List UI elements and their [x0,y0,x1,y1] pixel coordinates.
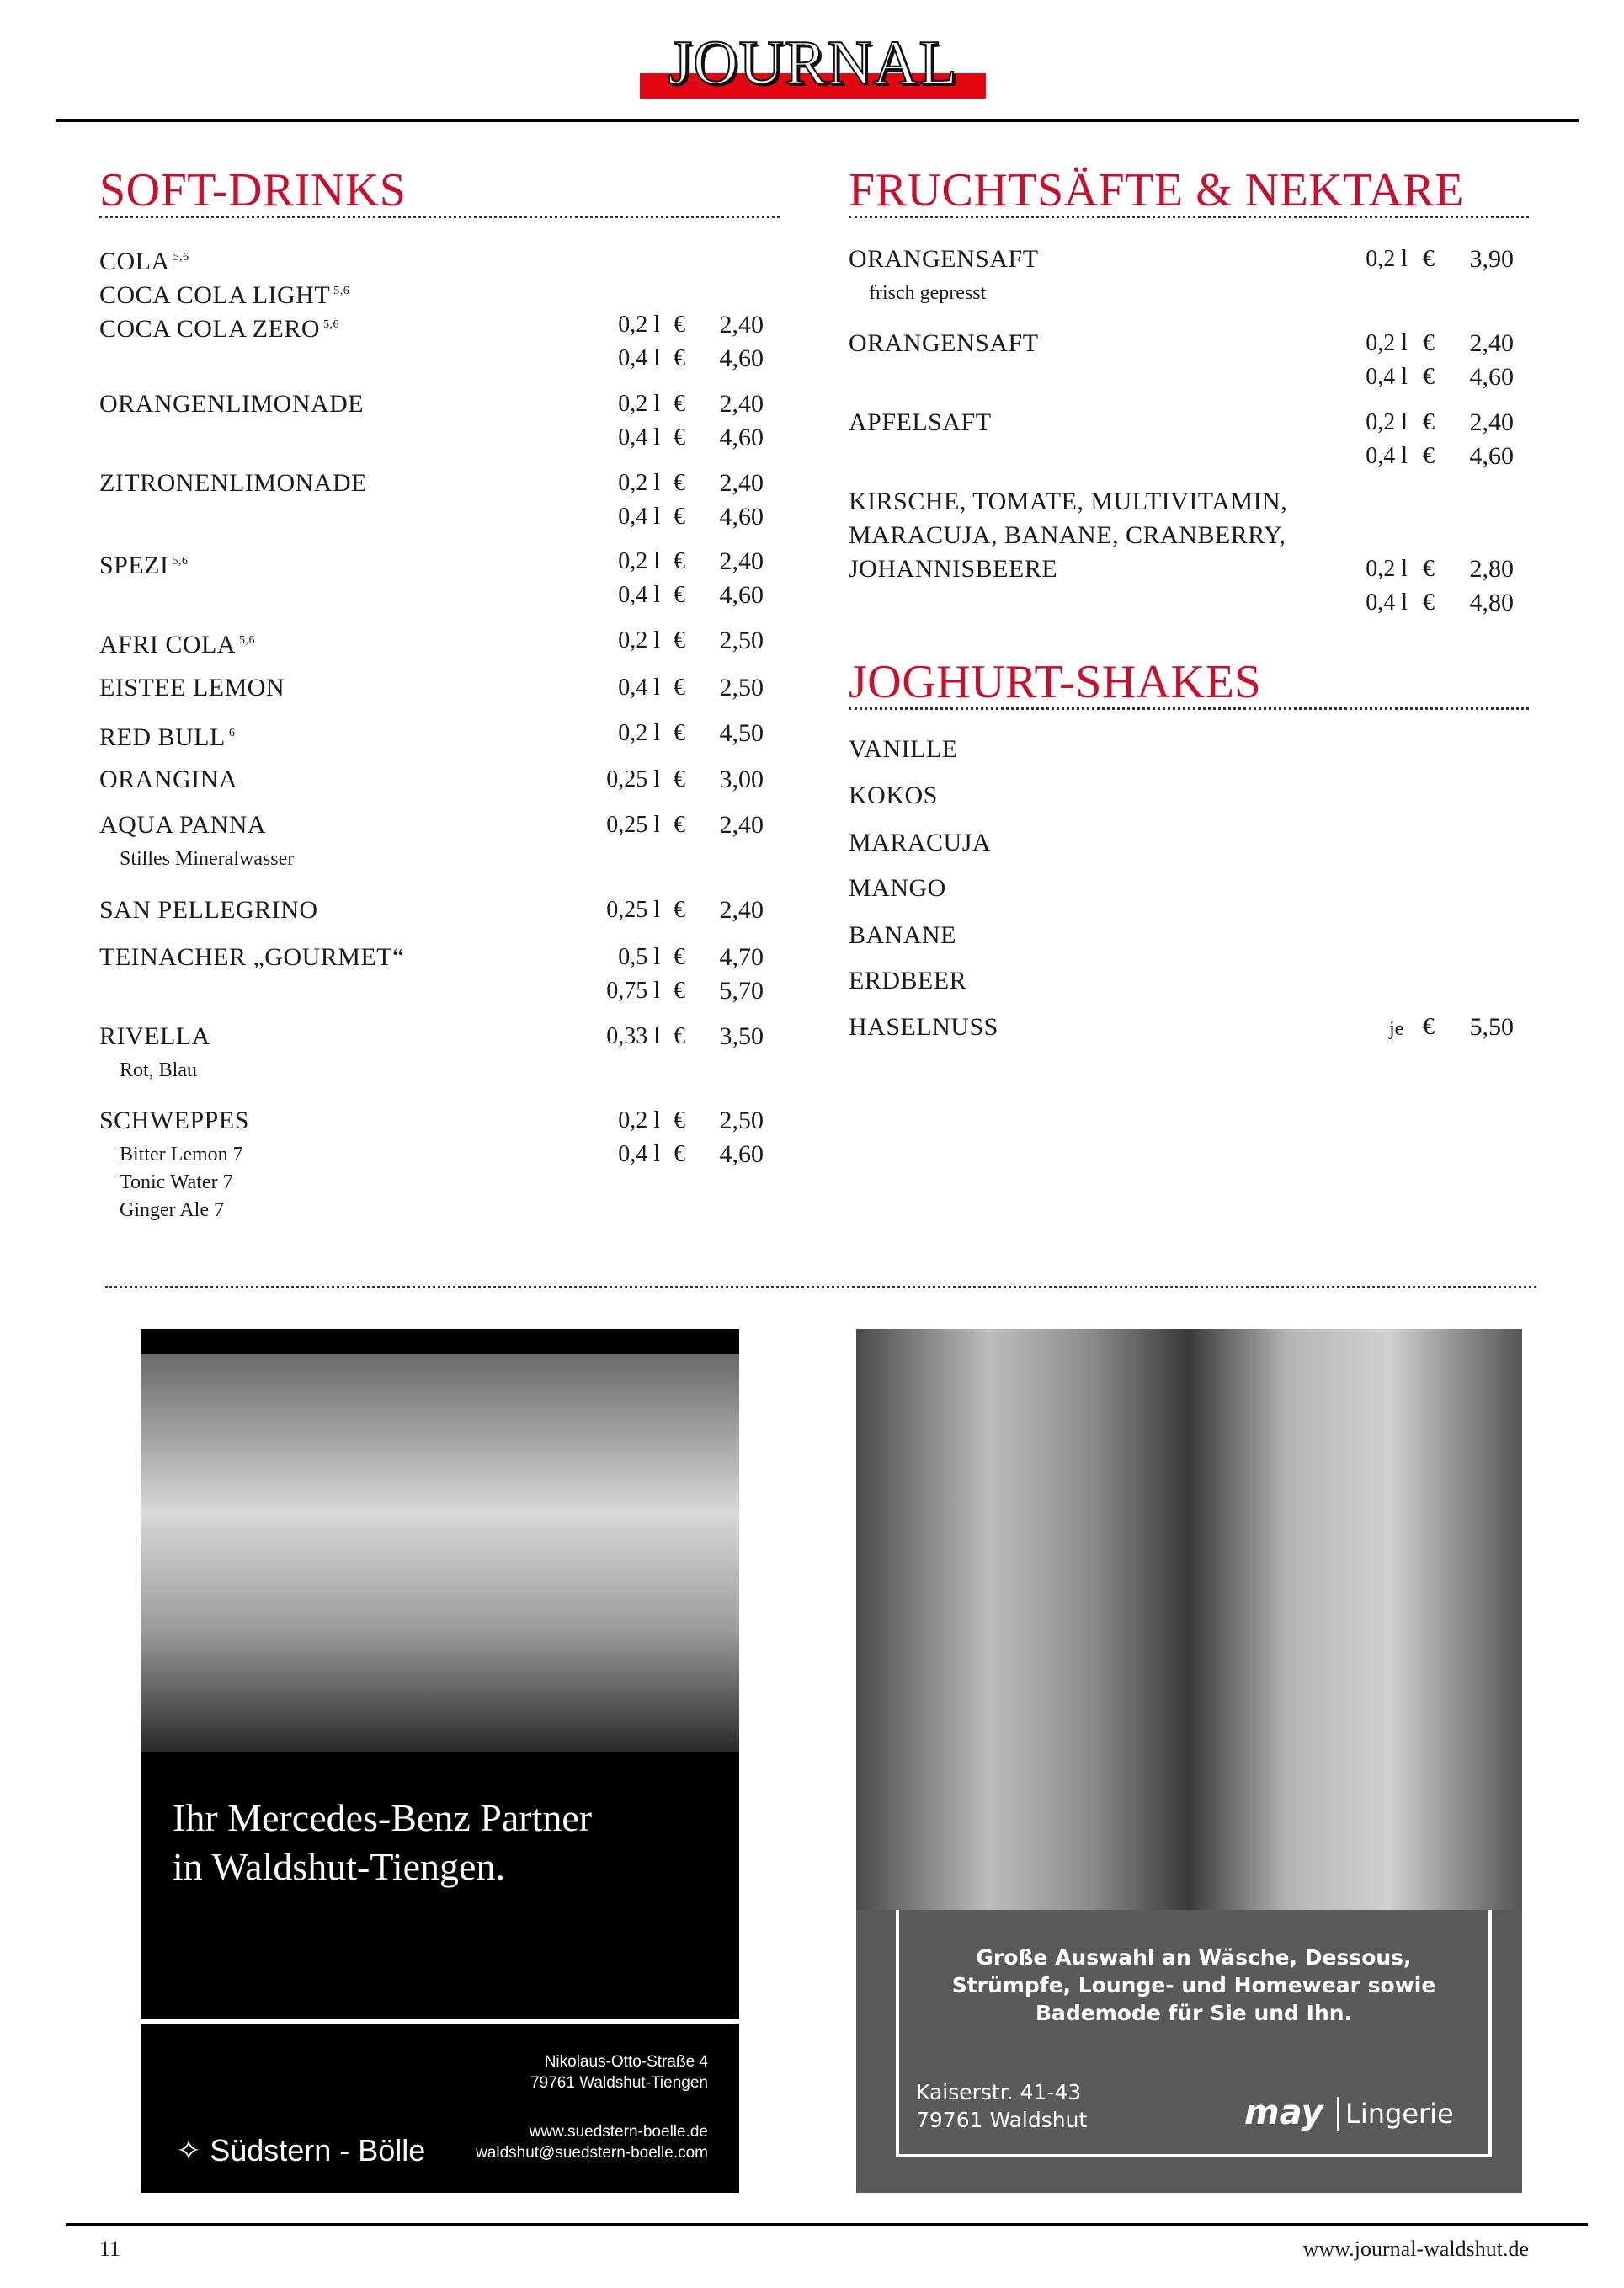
juice-name: ORANGENSAFT [849,329,1039,357]
euro-sign: € [1423,1014,1435,1040]
ad-email: waldshut@suedstern-boelle.com [476,2144,708,2162]
drink-name: SCHWEPPES [99,1107,249,1134]
divider [849,707,1529,710]
juice-name: MARACUJA, BANANE, CRANBERRY, [849,521,1286,549]
price: 2,40 [719,469,764,497]
volume: 0,2 l [618,548,660,574]
allergen-note: 5,6 [333,285,350,297]
volume: 0,25 l [606,897,660,923]
volume: 0,2 l [618,391,660,417]
dealership-photo [141,1354,739,1752]
euro-sign: € [674,1141,685,1167]
volume: 0,4 l [618,1141,660,1167]
drink-name: SPEZI $^{5,6}$ [99,552,189,579]
ad-slogan: Große Auswahl an Wäsche, Dessous, Strümpfe, Lounge- und Homewear sowie Bademode für Sie und Ihn. [951,1945,1436,2025]
ad-city: 79761 Waldshut [916,2108,1088,2132]
drink-name: RIVELLA [99,1022,210,1050]
drink-name: EISTEE LEMON [99,674,285,701]
may-lingerie-ad[interactable] [856,1329,1522,2193]
volume: 0,2 l [618,627,660,653]
euro-sign: € [1423,409,1435,435]
juice-name: KIRSCHE, TOMATE, MULTIVITAMIN, [849,488,1288,515]
volume: 0,2 l [618,1107,660,1133]
shake-name: ERDBEER [849,967,967,995]
euro-sign: € [674,391,685,417]
price: 2,40 [1469,329,1514,357]
volume: 0,2 l [1366,409,1408,435]
euro-sign: € [1423,330,1435,356]
price: 4,50 [719,719,764,747]
volume: 0,4 l [1366,443,1408,469]
volume: 0,2 l [1366,246,1408,272]
ad-street: Nikolaus-Otto-Straße 4 [544,2053,708,2071]
drink-note: Ginger Ale 7 [120,1199,224,1221]
lingerie-label: Lingerie [1337,2097,1454,2131]
euro-sign: € [1423,589,1435,616]
shake-name: BANANE [849,921,956,949]
drink-name: ORANGINA [99,765,237,793]
euro-sign: € [674,582,685,608]
drink-note: Tonic Water 7 [120,1171,233,1193]
juice-name: ORANGENSAFT [849,245,1039,273]
juice-name: JOHANNISBEERE [849,555,1058,583]
euro-sign: € [674,345,685,371]
shake-name: VANILLE [849,735,958,763]
drink-name: AFRI COLA $^{5,6}$ [99,631,256,659]
volume: 0,75 l [606,978,660,1004]
price: 3,00 [719,765,764,793]
allergen-note: 5,6 [172,555,189,568]
shake-name: MARACUJA [849,829,992,856]
price: 4,60 [719,581,764,609]
price: 2,40 [719,547,764,575]
euro-sign: € [1423,556,1435,582]
allergen-note: 6 [228,727,236,739]
price: 2,80 [1469,555,1514,583]
euro-sign: € [674,1107,685,1133]
price: 5,50 [1469,1013,1514,1041]
euro-sign: € [674,675,685,701]
euro-sign: € [674,312,685,338]
drink-note: Bitter Lemon 7 [120,1144,243,1165]
volume: 0,4 l [1366,589,1408,616]
euro-sign: € [674,720,685,746]
price: 5,70 [719,977,764,1005]
drink-note: Stilles Mineralwasser [120,848,295,870]
ad-info-box [896,1910,1492,2157]
mercedes-ad[interactable] [141,1329,739,2193]
volume: 0,2 l [618,720,660,746]
price: 4,60 [719,503,764,531]
volume: 0,4 l [618,675,660,701]
euro-sign: € [674,944,685,970]
lingerie-photo [856,1329,1522,1910]
price: 4,60 [1469,442,1514,470]
volume: 0,25 l [606,812,660,838]
volume: 0,2 l [618,470,660,496]
volume: 0,4 l [618,504,660,530]
divider [849,216,1529,218]
price: 2,50 [719,1107,764,1134]
drink-name: AQUA PANNA [99,811,267,839]
euro-sign: € [674,978,685,1004]
euro-sign: € [674,897,685,923]
each-label: je [1389,1018,1404,1040]
euro-sign: € [674,1023,685,1049]
star-icon: ✧ [176,2133,202,2168]
drink-name: COCA COLA ZERO $^{5,6}$ [99,315,340,343]
euro-sign: € [1423,364,1435,390]
page-number: 11 [99,2237,121,2261]
drink-note: Rot, Blau [120,1059,198,1081]
price: 4,60 [719,344,764,372]
price: 2,40 [719,390,764,418]
may-logo: may [1244,2093,1323,2132]
allergen-note: 5,6 [173,251,189,264]
price: 4,80 [1469,589,1514,616]
bottom-rule [66,2223,1588,2226]
price: 2,40 [1469,408,1514,436]
drink-name: SAN PELLEGRINO [99,896,318,924]
euro-sign: € [674,812,685,838]
divider [99,216,780,218]
divider [141,2019,739,2024]
volume: 0,25 l [606,766,660,792]
suedstern-logo: ✧ Südstern - Bölle [176,2133,426,2168]
volume: 0,4 l [1366,364,1408,390]
shake-name: MANGO [849,874,946,902]
volume: 0,5 l [618,944,660,970]
ad-city: 79761 Waldshut-Tiengen [530,2074,708,2092]
euro-sign: € [674,627,685,653]
drink-name: COLA $^{5,6}$ [99,248,189,275]
journal-logo: JOURNAL [668,29,958,98]
price: 2,50 [719,627,764,654]
ad-web: www.suedstern-boelle.de [529,2123,708,2141]
website-link[interactable]: www.journal-waldshut.de [1302,2237,1529,2261]
drink-name: COCA COLA LIGHT $^{5,6}$ [99,281,350,309]
volume: 0,33 l [606,1023,660,1049]
price: 2,40 [719,896,764,924]
euro-sign: € [674,766,685,792]
section-divider [105,1286,1536,1288]
ad-tagline: Ihr Mercedes-Benz Partner in Waldshut-Tiengen. [173,1796,593,1888]
euro-sign: € [674,548,685,574]
price: 4,70 [719,943,764,971]
allergen-note: 5,6 [239,634,256,647]
volume: 0,4 l [618,582,660,608]
soft-drinks-heading: SOFT-DRINKS [99,164,407,216]
volume: 0,2 l [1366,330,1408,356]
drink-name: ZITRONENLIMONADE [99,469,367,497]
shake-name: KOKOS [849,781,938,809]
price: 2,50 [719,674,764,701]
euro-sign: € [1423,443,1435,469]
drink-name: TEINACHER „GOURMET“ [99,943,404,971]
shake-name: HASELNUSS [849,1013,998,1041]
ad-street: Kaiserstr. 41-43 [916,2080,1082,2104]
price: 2,40 [719,311,764,339]
allergen-note: 5,6 [323,318,340,331]
volume: 0,2 l [618,312,660,338]
euro-sign: € [674,470,685,496]
price: 3,90 [1469,245,1514,273]
euro-sign: € [674,504,685,530]
top-rule [56,119,1579,122]
drink-name: RED BULL $^6$ [99,723,236,751]
price: 4,60 [719,1140,764,1168]
volume: 0,4 l [618,345,660,371]
volume: 0,2 l [1366,556,1408,582]
juice-name: APFELSAFT [849,408,992,436]
juice-note: frisch gepresst [869,282,987,304]
price: 2,40 [719,811,764,839]
price: 4,60 [719,424,764,451]
euro-sign: € [674,424,685,451]
juices-heading: FRUCHTSÄFTE & NEKTARE [849,164,1464,216]
price: 3,50 [719,1022,764,1050]
shakes-heading: JOGHURT-SHAKES [849,656,1262,708]
drink-name: ORANGENLIMONADE [99,390,365,418]
price: 4,60 [1469,363,1514,391]
volume: 0,4 l [618,424,660,451]
euro-sign: € [1423,246,1435,272]
